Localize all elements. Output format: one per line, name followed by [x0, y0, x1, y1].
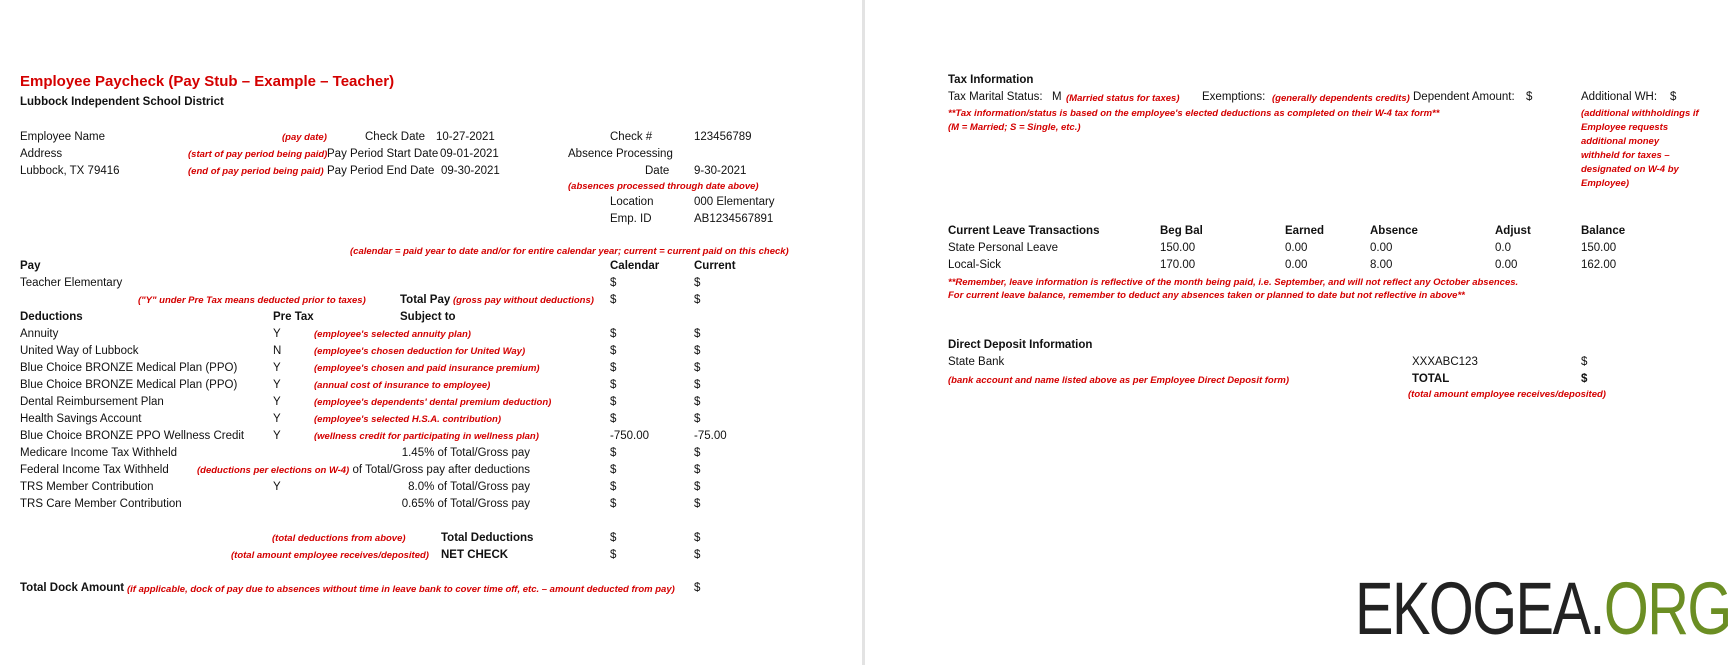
deduction-current: $ [694, 328, 701, 340]
absence-processing-label: Absence Processing [568, 148, 673, 160]
total-pay-calendar: $ [610, 294, 617, 306]
leave-col-absence: Absence [1370, 225, 1418, 237]
deposit-account: XXXABC123 [1412, 356, 1478, 368]
period-end-label: Pay Period End Date [327, 165, 435, 177]
teacher-calendar: $ [610, 277, 617, 289]
deposit-bank-name: State Bank [948, 356, 1005, 368]
total-deductions-note: (total deductions from above) [272, 533, 406, 544]
deduction-subject: 1.45% of Total/Gross pay [401, 447, 530, 459]
total-pay-current: $ [694, 294, 701, 306]
deduction-calendar: -750.00 [610, 430, 650, 442]
total-deductions-calendar: $ [610, 532, 617, 544]
deduction-pretax: Y [273, 379, 281, 391]
deduction-name: TRS Member Contribution [20, 481, 154, 493]
deduction-pretax: Y [273, 413, 281, 425]
tax-marital-value: M [1052, 91, 1062, 103]
deduction-calendar: $ [610, 498, 617, 510]
additional-wh-note-5: designated on W-4 by [1581, 164, 1679, 175]
leave-heading: Current Leave Transactions [948, 225, 1100, 237]
deposit-total-label: TOTAL [1412, 373, 1450, 385]
leave-note-2: For current leave balance, remember to deduct any absences taken or planned to date but not reflective in above** [948, 290, 1465, 301]
deduction-current: $ [694, 396, 701, 408]
deduction-calendar: $ [610, 328, 617, 340]
tax-marital-label: Tax Marital Status: [948, 91, 1043, 103]
check-number-label: Check # [610, 131, 653, 143]
total-deductions-current: $ [694, 532, 701, 544]
leave-adjust: 0.0 [1495, 242, 1511, 254]
deduction-name: Health Savings Account [20, 413, 142, 425]
deduction-name: Blue Choice BRONZE Medical Plan (PPO) [20, 379, 238, 391]
emp-id-label: Emp. ID [610, 213, 652, 225]
absence-date-label: Date [645, 165, 670, 177]
emp-id-value: AB1234567891 [694, 213, 774, 225]
leave-balance: 150.00 [1581, 242, 1617, 254]
pay-heading: Pay [20, 260, 41, 272]
period-end-value: 09-30-2021 [441, 165, 500, 177]
deduction-current: $ [694, 447, 701, 459]
deduction-pretax: Y [273, 362, 281, 374]
deposit-bank-note: (bank account and name listed above as per Employee Direct Deposit form) [948, 375, 1290, 386]
leave-col-beg: Beg Bal [1160, 225, 1203, 237]
additional-wh-note-4: withheld for taxes – [1581, 150, 1670, 161]
absence-note: (absences processed through date above) [568, 181, 759, 192]
deposit-heading: Direct Deposit Information [948, 339, 1093, 351]
leave-note-1: **Remember, leave information is reflective of the month being paid, i.e. September, and will not reflect any October absences. [948, 277, 1519, 288]
location-label: Location [610, 196, 654, 208]
employee-name-label: Employee Name [20, 131, 106, 143]
period-start-value: 09-01-2021 [440, 148, 499, 160]
deduction-subject: of Total/Gross pay after deductions [352, 464, 530, 476]
deduction-name: Dental Reimbursement Plan [20, 396, 164, 408]
additional-wh-note-2: Employee requests [1581, 122, 1669, 133]
check-number-value: 123456789 [694, 131, 752, 143]
deduction-name: Federal Income Tax Withheld [20, 464, 169, 476]
watermark-part-2: ORG [1603, 567, 1731, 650]
dock-amount-label: Total Dock Amount [20, 582, 125, 594]
tax-info-heading: Tax Information [948, 74, 1034, 86]
deduction-name: Blue Choice BRONZE Medical Plan (PPO) [20, 362, 238, 374]
page-divider [862, 0, 865, 665]
pay-date-note: (pay date) [282, 132, 327, 143]
deduction-current: $ [694, 379, 701, 391]
deduction-calendar: $ [610, 379, 617, 391]
additional-wh-label: Additional WH: [1581, 91, 1658, 103]
deduction-current: $ [694, 481, 701, 493]
deduction-subject: 0.65% of Total/Gross pay [401, 498, 530, 510]
leave-beg: 170.00 [1160, 259, 1196, 271]
leave-absence: 0.00 [1370, 242, 1393, 254]
deduction-pretax: Y [273, 430, 281, 442]
deduction-calendar: $ [610, 464, 617, 476]
additional-wh-note-1: (additional withholdings if [1581, 108, 1699, 119]
page-title: Employee Paycheck (Pay Stub – Example – Teacher) [20, 73, 395, 90]
leave-balance: 162.00 [1581, 259, 1617, 271]
leave-beg: 150.00 [1160, 242, 1196, 254]
check-date-value: 10-27-2021 [436, 131, 495, 143]
leave-col-earned: Earned [1285, 225, 1324, 237]
additional-wh-value: $ [1670, 91, 1677, 103]
watermark-logo [1355, 567, 1731, 650]
tax-status-note: **Tax information/status is based on the employee's elected deductions as completed on their W-4 tax form** [948, 108, 1440, 119]
exemptions-note: (generally dependents credits) [1272, 93, 1410, 104]
calendar-note: (calendar = paid year to date and/or for entire calendar year; current = current paid on this check) [350, 246, 789, 257]
pretax-note: ("Y" under Pre Tax means deducted prior to taxes) [138, 295, 366, 306]
deduction-current: $ [694, 498, 701, 510]
district-name: Lubbock Independent School District [20, 96, 224, 108]
deposit-amount: $ [1581, 356, 1588, 368]
dock-amount-note: (if applicable, dock of pay due to absences without time in leave bank to cover time off, etc. – amount deducted from pay) [127, 584, 675, 595]
deduction-pretax: Y [273, 481, 281, 493]
deduction-note: (deductions per elections on W-4) [197, 465, 350, 476]
deduction-name: TRS Care Member Contribution [20, 498, 182, 510]
additional-wh-note-6: Employee) [1581, 178, 1630, 189]
deduction-note: (annual cost of insurance to employee) [314, 380, 491, 391]
deduction-current: $ [694, 345, 701, 357]
leave-name: State Personal Leave [948, 242, 1058, 254]
current-heading: Current [694, 260, 736, 272]
deduction-pretax: Y [273, 328, 281, 340]
deduction-note: (employee's selected H.S.A. contribution) [314, 414, 502, 425]
deduction-calendar: $ [610, 481, 617, 493]
deduction-name: United Way of Lubbock [20, 345, 139, 357]
deduction-pretax: N [273, 345, 282, 357]
period-end-note: (end of pay period being paid) [188, 166, 324, 177]
dock-amount-value: $ [694, 582, 701, 594]
deduction-pretax: Y [273, 396, 281, 408]
deduction-note: (employee's chosen deduction for United Way) [314, 346, 526, 357]
deduction-calendar: $ [610, 413, 617, 425]
dependent-amount-label: Dependent Amount: [1413, 91, 1515, 103]
period-start-note: (start of pay period being paid) [188, 149, 328, 160]
location-value: 000 Elementary [694, 196, 775, 208]
deduction-current: $ [694, 464, 701, 476]
leave-earned: 0.00 [1285, 242, 1308, 254]
deduction-calendar: $ [610, 345, 617, 357]
tax-marital-note: (Married status for taxes) [1066, 93, 1180, 104]
deduction-name: Annuity [20, 328, 59, 340]
total-pay-label: Total Pay [400, 294, 451, 306]
address-label: Address [20, 148, 63, 160]
leave-earned: 0.00 [1285, 259, 1308, 271]
watermark-part-1: EKOGEA. [1355, 567, 1604, 650]
period-start-label: Pay Period Start Date [327, 148, 439, 160]
deduction-note: (employee's dependents' dental premium deduction) [314, 397, 552, 408]
dependent-amount-value: $ [1526, 91, 1533, 103]
deductions-heading: Deductions [20, 311, 83, 323]
deduction-subject: 8.0% of Total/Gross pay [408, 481, 530, 493]
leave-col-balance: Balance [1581, 225, 1626, 237]
deduction-calendar: $ [610, 396, 617, 408]
deduction-note: (employee's selected annuity plan) [314, 329, 471, 340]
deposit-total-value: $ [1581, 373, 1588, 385]
deduction-note: (employee's chosen and paid insurance premium) [314, 363, 540, 374]
deduction-calendar: $ [610, 362, 617, 374]
total-pay-note: (gross pay without deductions) [453, 295, 594, 306]
total-deductions-label: Total Deductions [441, 532, 534, 544]
calendar-heading: Calendar [610, 260, 660, 272]
net-check-current: $ [694, 549, 701, 561]
tax-status-note-2: (M = Married; S = Single, etc.) [948, 122, 1081, 133]
deduction-current: $ [694, 362, 701, 374]
absence-date-value: 9-30-2021 [694, 165, 747, 177]
deduction-calendar: $ [610, 447, 617, 459]
city-state-zip: Lubbock, TX 79416 [20, 165, 120, 177]
net-check-note: (total amount employee receives/deposited) [231, 550, 429, 561]
teacher-elementary: Teacher Elementary [20, 277, 123, 289]
net-check-calendar: $ [610, 549, 617, 561]
teacher-current: $ [694, 277, 701, 289]
leave-adjust: 0.00 [1495, 259, 1518, 271]
leave-name: Local-Sick [948, 259, 1002, 271]
additional-wh-note-3: additional money [1581, 136, 1660, 147]
pretax-heading: Pre Tax [273, 311, 314, 323]
check-date-label: Check Date [365, 131, 426, 143]
deduction-current: -75.00 [694, 430, 727, 442]
deduction-current: $ [694, 413, 701, 425]
deduction-note: (wellness credit for participating in wellness plan) [314, 431, 539, 442]
subject-to-heading: Subject to [400, 311, 456, 323]
deduction-name: Blue Choice BRONZE PPO Wellness Credit [20, 430, 245, 442]
exemptions-label: Exemptions: [1202, 91, 1266, 103]
leave-absence: 8.00 [1370, 259, 1393, 271]
net-check-label: NET CHECK [441, 549, 509, 561]
deposit-total-note: (total amount employee receives/deposited) [1408, 389, 1606, 400]
deduction-name: Medicare Income Tax Withheld [20, 447, 178, 459]
leave-col-adjust: Adjust [1495, 225, 1531, 237]
